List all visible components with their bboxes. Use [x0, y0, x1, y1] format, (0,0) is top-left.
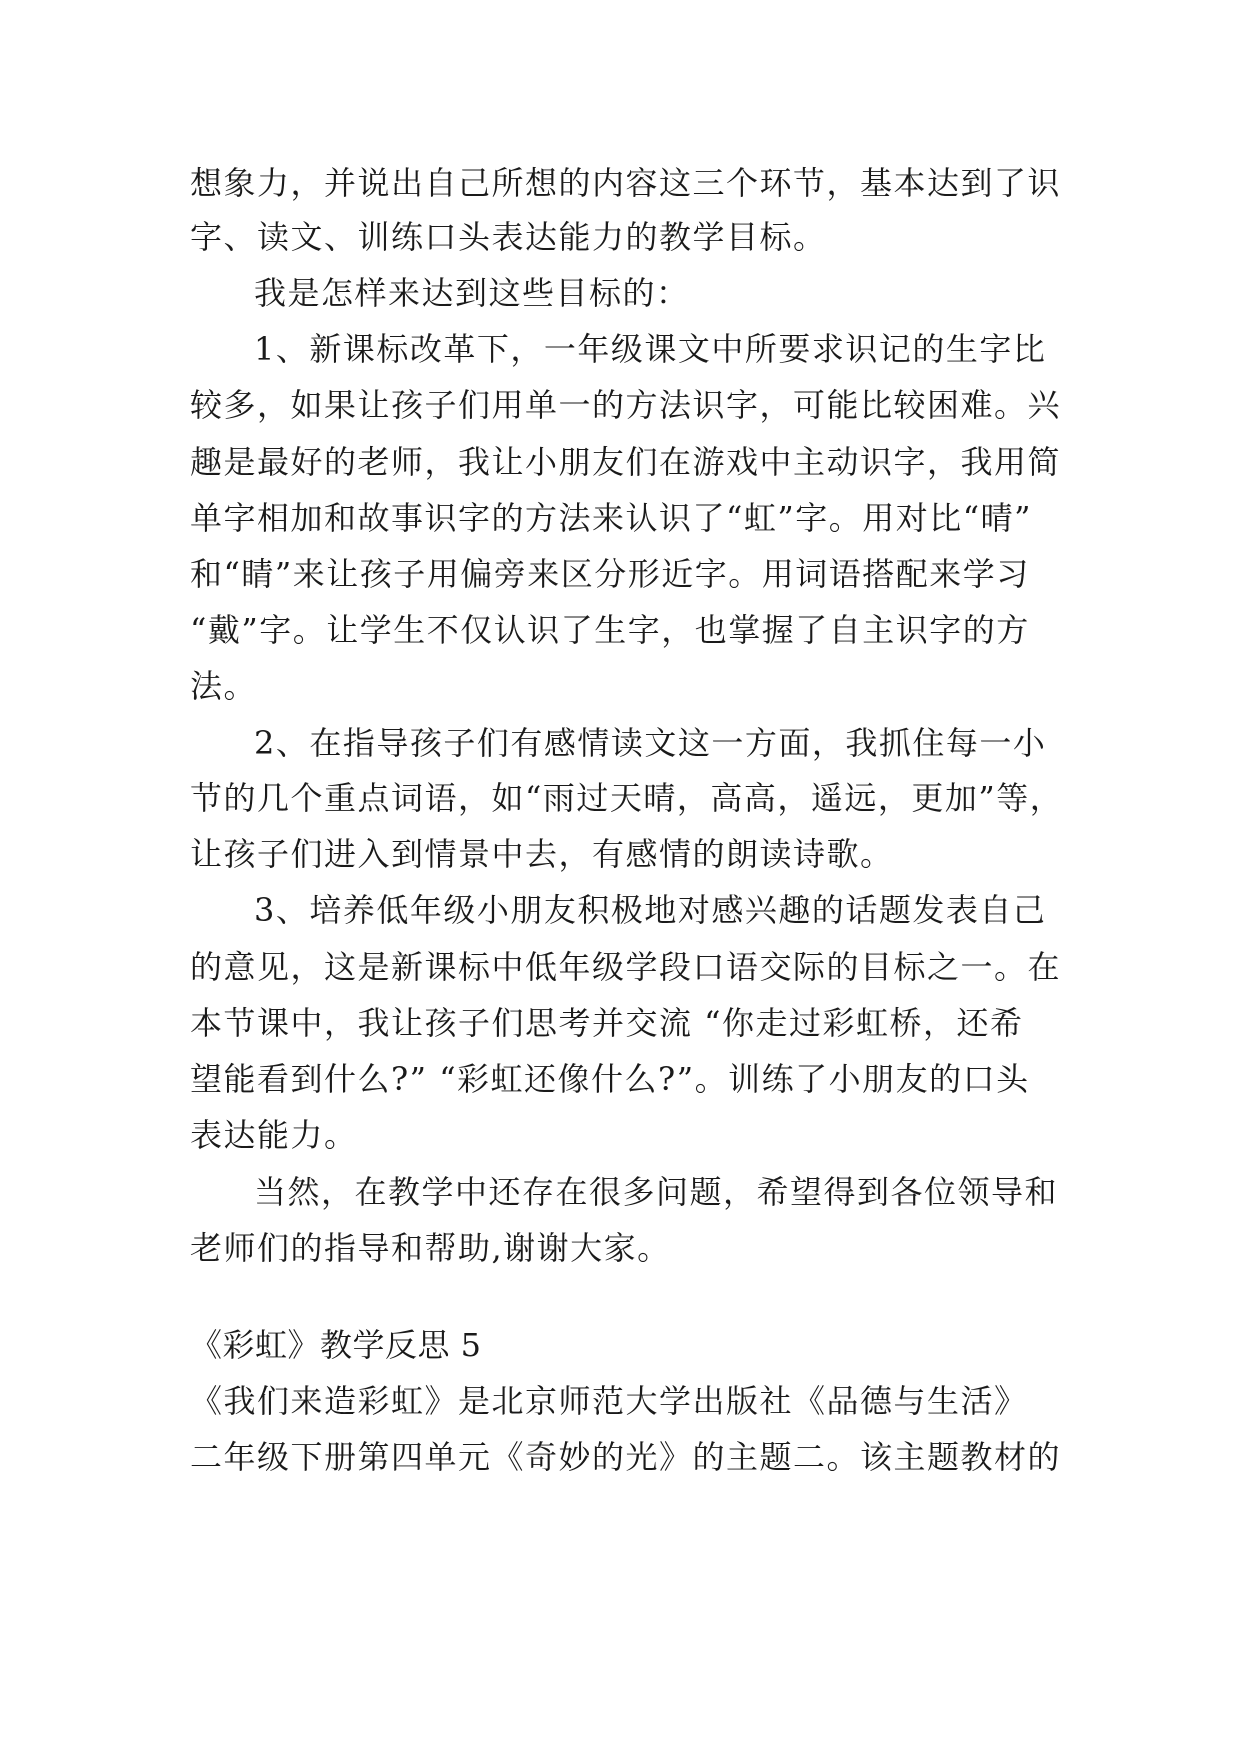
- text-line: 较多，如果让孩子们用单一的方法识字，可能比较困难。兴: [190, 386, 1062, 424]
- text-line: 1、新课标改革下，一年级课文中所要求识记的生字比: [254, 330, 1047, 368]
- text-line: 3、培养低年级小朋友积极地对感兴趣的话题发表自己: [254, 891, 1047, 929]
- text-line: 和“睛”来让孩子用偏旁来区分形近字。用词语搭配来学习: [190, 555, 1030, 593]
- text-line: “戴”字。让学生不仅认识了生字，也掌握了自主识字的方: [190, 611, 1030, 649]
- text-line: 让孩子们进入到情景中去，有感情的朗读诗歌。: [190, 835, 894, 873]
- text-line: 节的几个重点词语，如“雨过天晴，高高，遥远，更加”等，: [190, 779, 1064, 817]
- text-line: 字、读文、训练口头表达能力的教学目标。: [190, 218, 827, 256]
- text-line: 法。: [190, 667, 258, 705]
- text-line: 单字相加和故事识字的方法来认识了“虹”字。用对比“晴”: [190, 499, 1032, 537]
- text-line: 趣是最好的老师，我让小朋友们在游戏中主动识字，我用简: [190, 443, 1062, 481]
- text-line: 我是怎样来达到这些目标的：: [254, 274, 690, 312]
- text-line: 想象力，并说出自己所想的内容这三个环节，基本达到了识: [190, 164, 1062, 202]
- text-line: 望能看到什么?” “彩虹还像什么?”。训练了小朋友的口头: [190, 1060, 1030, 1098]
- text-line: 老师们的指导和帮助,谢谢大家。: [190, 1229, 671, 1267]
- text-line: 表达能力。: [190, 1116, 358, 1154]
- text-line: 2、在指导孩子们有感情读文这一方面，我抓住每一小: [254, 724, 1047, 762]
- section-heading: 《彩虹》教学反思 5: [190, 1326, 482, 1364]
- text-line: 《我们来造彩虹》是北京师范大学出版社《品德与生活》: [190, 1382, 1028, 1420]
- text-line: 本节课中，我让孩子们思考并交流 “你走过彩虹桥，还希: [190, 1004, 1024, 1042]
- text-line: 二年级下册第四单元《奇妙的光》的主题二。该主题教材的: [190, 1438, 1062, 1476]
- text-line: 当然，在教学中还存在很多问题，希望得到各位领导和: [254, 1173, 1059, 1211]
- text-line: 的意见，这是新课标中低年级学段口语交际的目标之一。在: [190, 948, 1062, 986]
